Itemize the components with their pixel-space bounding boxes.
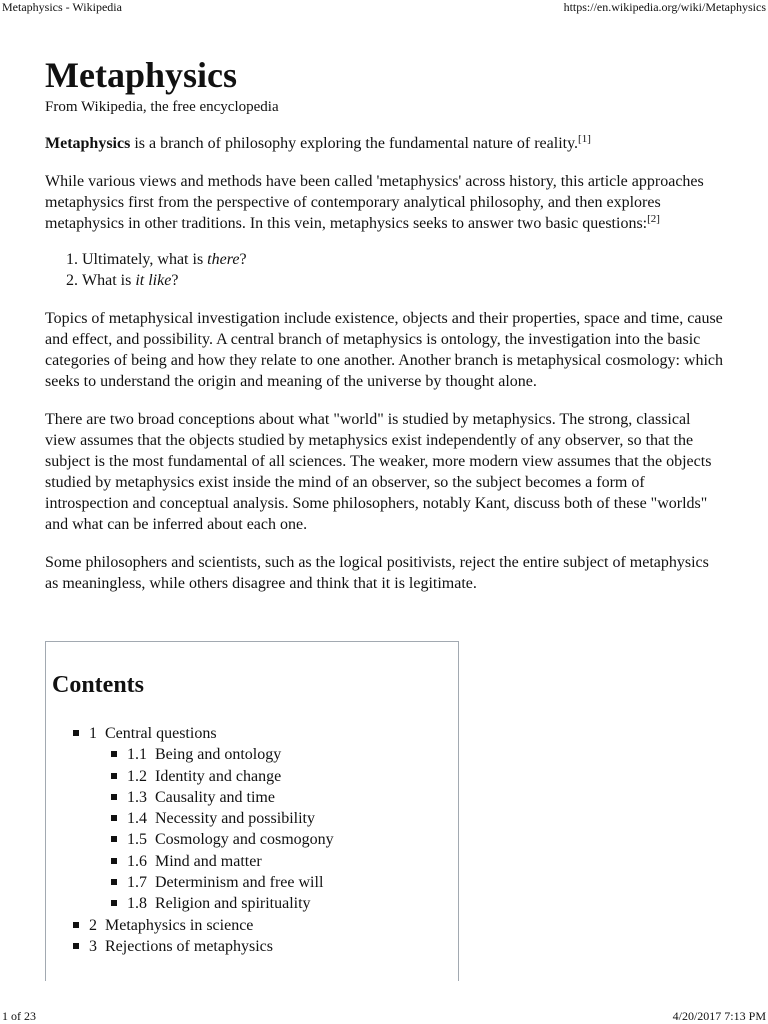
article-tagline: From Wikipedia, the free encyclopedia [45,99,279,115]
toc-sublist [73,744,334,914]
toc-item-identity-and-change[interactable]: 1.2 Identity and change [111,766,334,787]
toc-item-necessity-and-possibility[interactable]: 1.4 Necessity and possibility [111,808,334,829]
bullet-icon [111,879,117,885]
bullet-icon [111,815,117,821]
bullet-icon [73,730,79,736]
bullet-icon [73,922,79,928]
toc-item-mind-and-matter[interactable]: 1.6 Mind and matter [111,851,334,872]
bullet-icon [111,900,117,906]
toc-item-rejections-of-metaphysics[interactable]: 3 Rejections of metaphysics [73,936,334,957]
table-of-contents [45,641,459,981]
toc-title: Contents [52,672,145,698]
questions-list [45,249,725,291]
toc-item-metaphysics-in-science[interactable]: 2 Metaphysics in science [73,915,334,936]
toc-item-causality-and-time[interactable]: 1.3 Causality and time [111,787,334,808]
list-item: 1. Ultimately, what is there? [82,249,725,270]
toc-item-religion-and-spirituality[interactable]: 1.8 Religion and spirituality [111,893,334,914]
topics-paragraph: Topics of metaphysical investigation include existence, objects and their properties, space and time, cause and effect, and possibility. A central branch of metaphysics is ontology, the investigation into the basic categories of being and how they relate to one another. Another branch is metaphysical cosmology: which seeks to understand the origin and meaning of the universe by thought alone. [45,310,724,390]
bullet-icon [111,751,117,757]
toc-item-being-and-ontology[interactable]: 1.1 Being and ontology [111,744,334,765]
reference-link-2[interactable]: [2] [647,213,660,225]
bullet-icon [111,836,117,842]
print-timestamp: 4/20/2017 7:13 PM [672,1009,766,1023]
bullet-icon [73,943,79,949]
conceptions-paragraph: There are two broad conceptions about what "world" is studied by metaphysics. The strong, classical view assumes that the objects studied by metaphysics exist independently of any observer, so that the subject is the most fundamental of all sciences. The weaker, more modern view assumes that the objects studied by metaphysics exist inside the mind of an observer, so the subject becomes a form of introspection and conceptual analysis. Some philosophers, notably Kant, discuss both of these "worlds" and what can be inferred about each one. [45,411,712,533]
rejections-paragraph: Some philosophers and scientists, such as the logical positivists, reject the entire subject of metaphysics as meaningless, while others disagree and think that it is legitimate. [45,554,709,592]
article-body [45,53,725,594]
bullet-icon [111,858,117,864]
intro-paragraph [45,171,725,234]
toc-list [73,723,334,957]
print-page-title: Metaphysics - Wikipedia [2,0,122,14]
intro-text: While various views and methods have been called 'metaphysics' across history, this article approaches metaphysics first from the perspective of contemporary analytical philosophy, and then explores metaphysics in other traditions. In this vein, metaphysics seeks to answer two basic questions: [45,173,704,232]
toc-item-central-questions[interactable]: 1 Central questions 1.1 Being and ontology 1.2 Identity and change 1.3 Causality and time 1.4 Necessity and possibility 1.5 Cosmology and cosmogony 1.6 Mind and matter 1.7 Determinism and free will 1.8 Religion and spirituality [73,723,334,915]
lead-term: Metaphysics [45,135,131,152]
toc-item-determinism-and-free-will[interactable]: 1.7 Determinism and free will [111,872,334,893]
toc-item-cosmology-and-cosmogony[interactable]: 1.5 Cosmology and cosmogony [111,829,334,850]
print-page-counter: 1 of 23 [2,1009,36,1023]
lead-paragraph [45,133,725,154]
print-url: https://en.wikipedia.org/wiki/Metaphysics [563,0,766,14]
lead-text: is a branch of philosophy exploring the fundamental nature of reality. [130,135,579,152]
bullet-icon [111,794,117,800]
reference-link-1[interactable]: [1] [578,133,591,145]
article-title: Metaphysics [45,55,237,95]
list-item: 2. What is it like? [82,270,725,291]
bullet-icon [111,773,117,779]
